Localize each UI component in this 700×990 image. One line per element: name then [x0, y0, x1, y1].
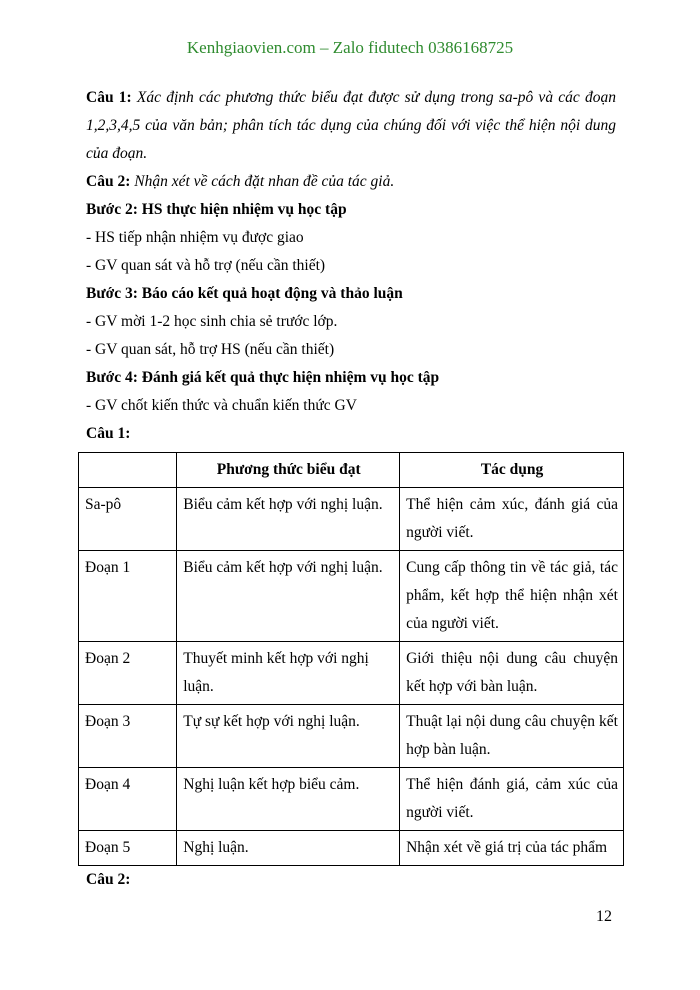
document-body — [86, 84, 616, 894]
table-cell: Đoạn 5 — [79, 831, 177, 866]
question-2 — [86, 168, 616, 196]
table-cell: Thuật lại nội dung câu chuyện kết hợp bàn luận. — [400, 705, 624, 768]
table-cell: Cung cấp thông tin về tác giả, tác phẩm, kết hợp thể hiện nhận xét của người viết. — [400, 551, 624, 642]
page-number: 12 — [596, 908, 612, 925]
page-header — [0, 38, 700, 58]
table-cell: Giới thiệu nội dung câu chuyện kết hợp với bàn luận. — [400, 642, 624, 705]
table-cell: Đoạn 3 — [79, 705, 177, 768]
table-cell: Nhận xét về giá trị của tác phẩm — [400, 831, 624, 866]
table-row — [79, 551, 624, 642]
table-cell: Nghị luận. — [177, 831, 400, 866]
answer-table — [78, 452, 624, 866]
table-header-cell: Tác dụng — [400, 453, 624, 488]
header-contact: Zalo fidutech 0386168725 — [332, 38, 514, 57]
table-header-cell: Phương thức biểu đạt — [177, 453, 400, 488]
header-separator: – — [315, 38, 333, 57]
table-cell: Thuyết minh kết hợp với nghị luận. — [177, 642, 400, 705]
table-cell: Biểu cảm kết hợp với nghị luận. — [177, 551, 400, 642]
table-header-cell — [79, 453, 177, 488]
question-1 — [86, 84, 616, 168]
step-4-title: Bước 4: Đánh giá kết quả thực hiện nhiệm vụ học tập — [86, 369, 440, 386]
question-2-label: Câu 2: — [86, 173, 131, 190]
table-header-row — [79, 453, 624, 488]
question-1-text: Xác định các phương thức biểu đạt được sử dụng trong sa-pô và các đoạn 1,2,3,4,5 của văn bản; phân tích tác dụng của chúng đối với việc thể hiện nội dung của đoạn. — [86, 89, 616, 162]
step-3-title: Bước 3: Báo cáo kết quả hoạt động và thảo luận — [86, 285, 403, 302]
step-3-item: - GV mời 1-2 học sinh chia sẻ trước lớp. — [86, 313, 338, 330]
table-cell: Đoạn 4 — [79, 768, 177, 831]
table-row — [79, 488, 624, 551]
table-row — [79, 768, 624, 831]
answer-2-label: Câu 2: — [86, 871, 131, 888]
table-cell: Sa-pô — [79, 488, 177, 551]
question-1-label: Câu 1: — [86, 89, 132, 106]
table-cell: Nghị luận kết hợp biểu cảm. — [177, 768, 400, 831]
step-2-title: Bước 2: HS thực hiện nhiệm vụ học tập — [86, 201, 347, 218]
header-site: Kenhgiaovien.com — [186, 38, 316, 57]
question-2-text: Nhận xét về cách đặt nhan đề của tác giả. — [130, 173, 395, 190]
table-row — [79, 705, 624, 768]
table-cell: Thể hiện đánh giá, cảm xúc của người viết. — [400, 768, 624, 831]
table-cell: Đoạn 1 — [79, 551, 177, 642]
step-2-item: - HS tiếp nhận nhiệm vụ được giao — [86, 229, 304, 246]
step-2-item: - GV quan sát và hỗ trợ (nếu cần thiết) — [86, 257, 326, 274]
table-cell: Thể hiện cảm xúc, đánh giá của người viết. — [400, 488, 624, 551]
table-row — [79, 831, 624, 866]
table-row — [79, 642, 624, 705]
step-3-item: - GV quan sát, hỗ trợ HS (nếu cần thiết) — [86, 341, 335, 358]
table-cell: Tự sự kết hợp với nghị luận. — [177, 705, 400, 768]
answer-1-label: Câu 1: — [86, 425, 131, 442]
table-cell: Biểu cảm kết hợp với nghị luận. — [177, 488, 400, 551]
step-4-item: - GV chốt kiến thức và chuẩn kiến thức GV — [86, 397, 357, 414]
table-cell: Đoạn 2 — [79, 642, 177, 705]
